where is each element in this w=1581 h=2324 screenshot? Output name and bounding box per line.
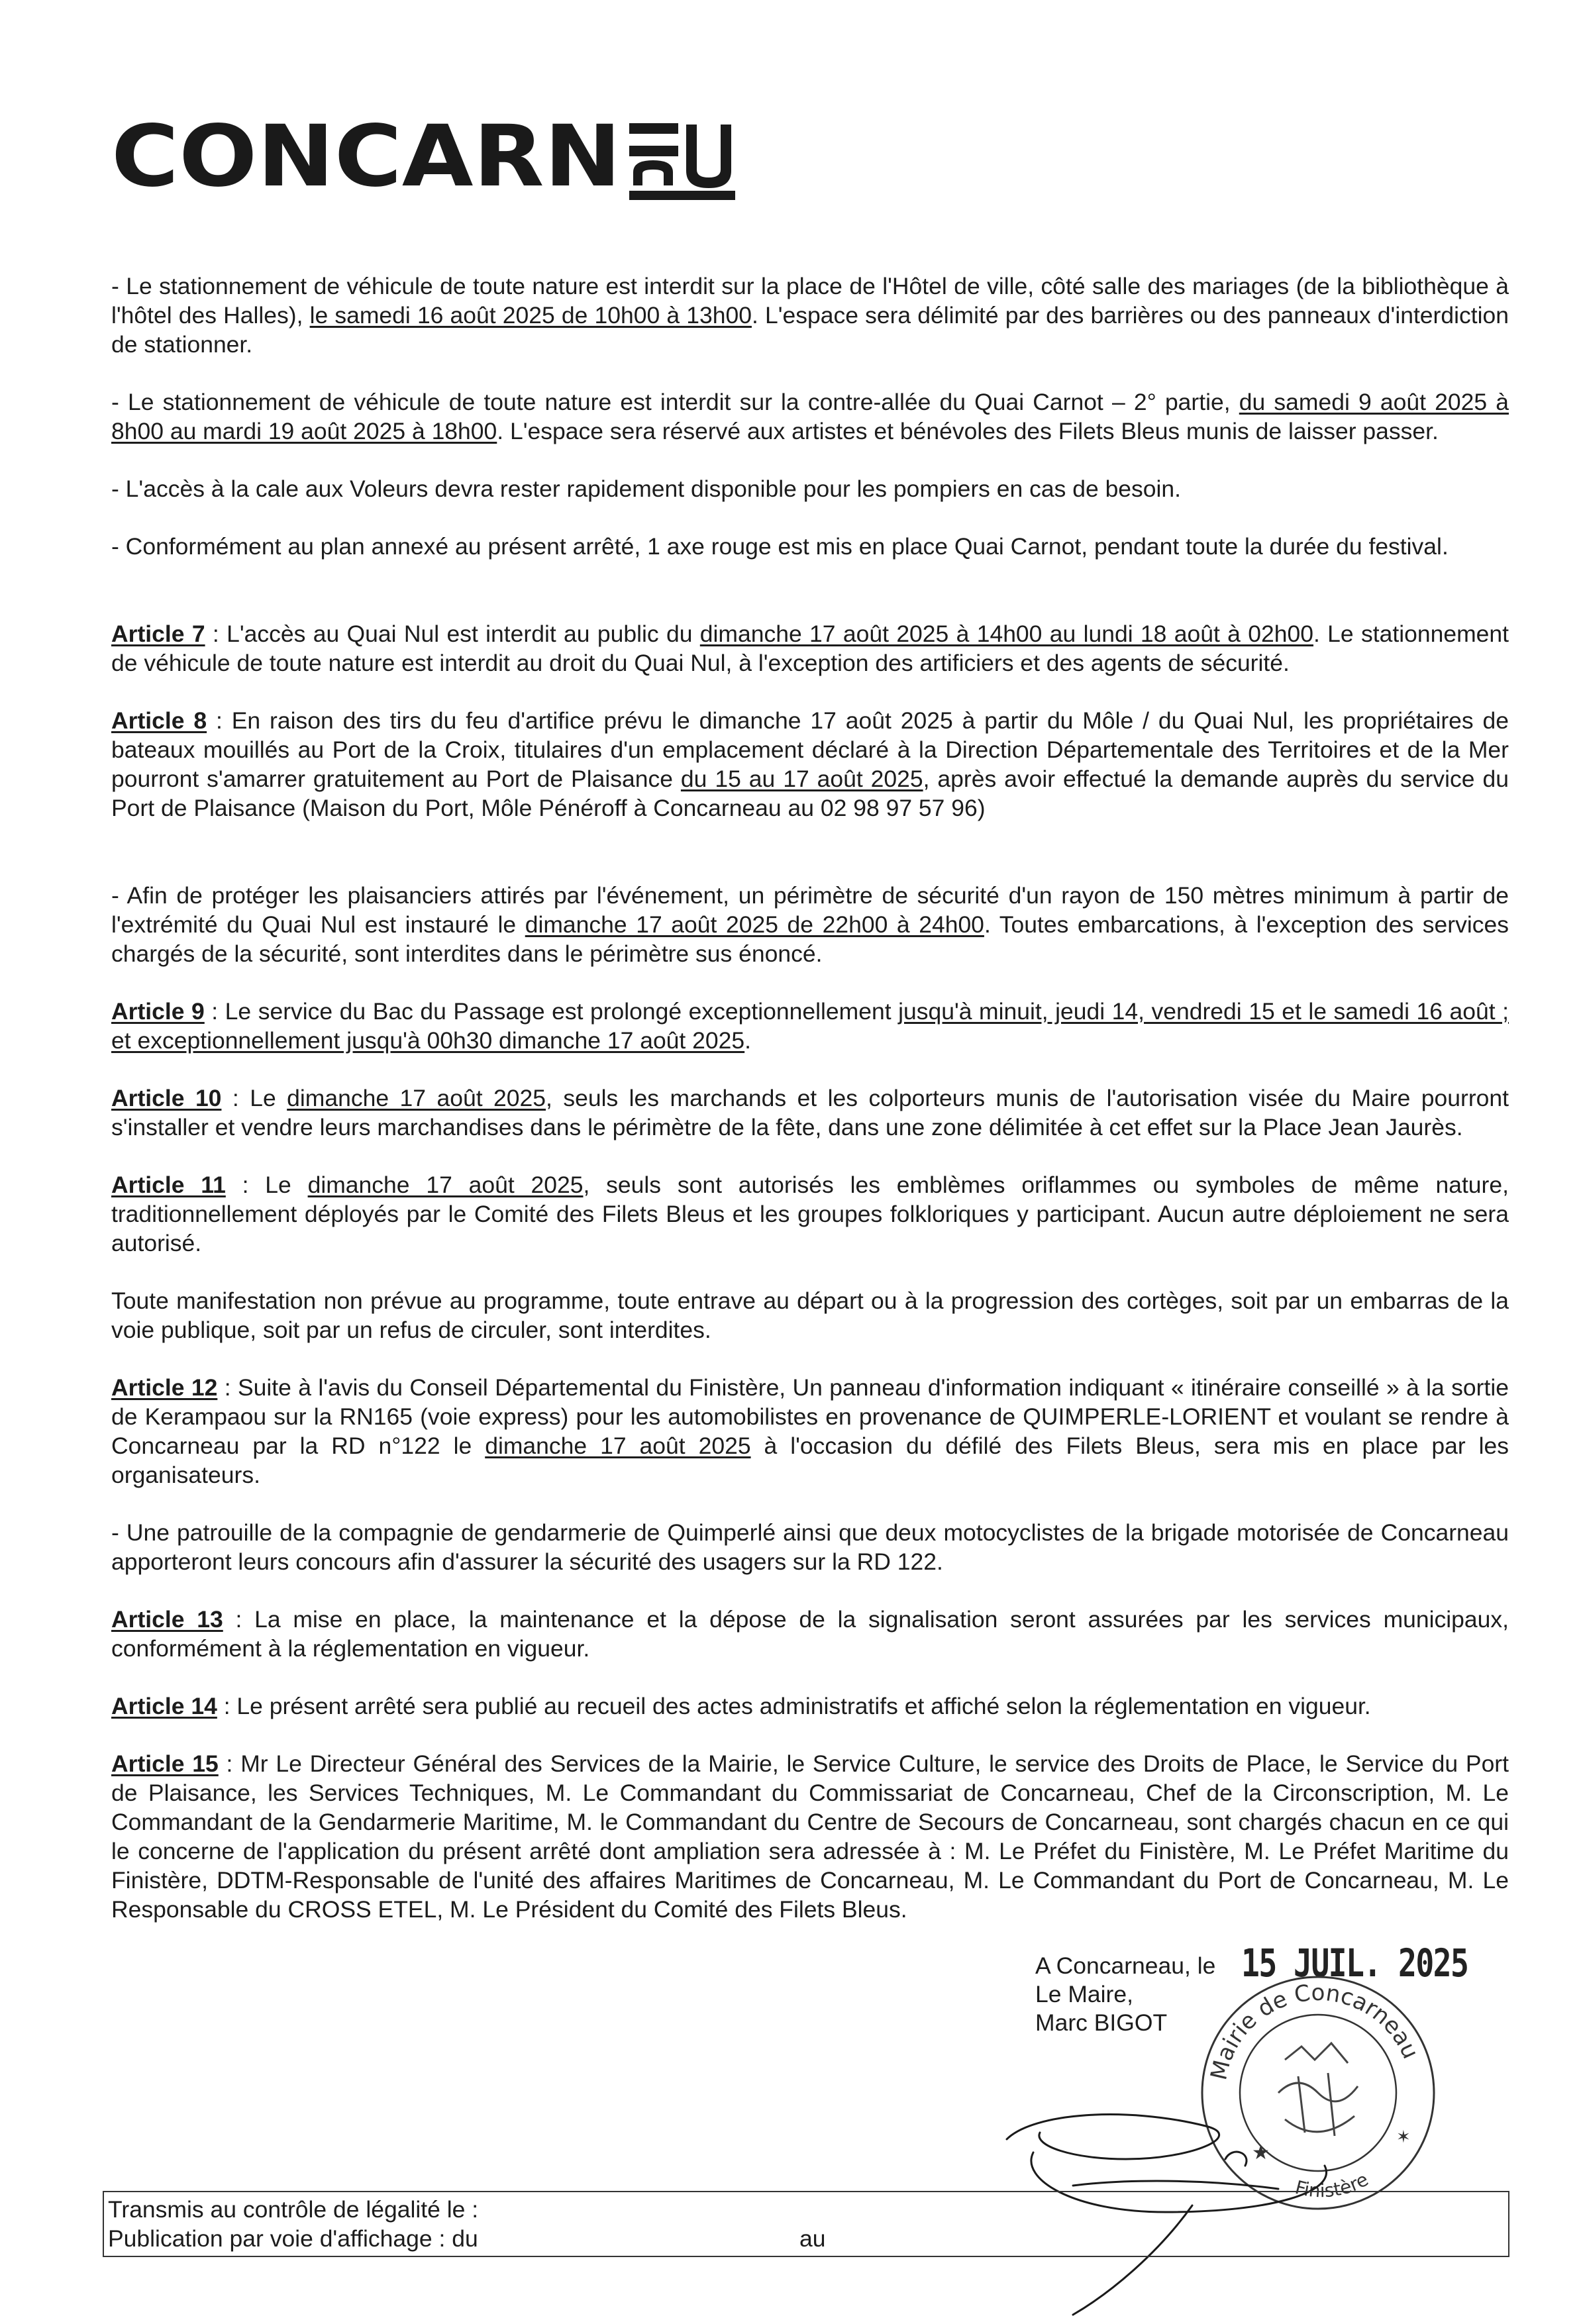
footer-transmis: Transmis au contrôle de légalité le : <box>108 2196 479 2223</box>
article-13: Article 13 : La mise en place, la maintenance et la dépose de la signalisation seront assurées par les services municipaux, conformément à la réglementation en vigueur. <box>111 1606 1509 1662</box>
concarneau-logo <box>111 111 747 204</box>
article-8-security-perimeter: - Afin de protéger les plaisanciers attirés par l'événement, un périmètre de sécurité d'un rayon de 150 mètres minimum à partir de l'extrémité du Quai Nul est instauré le dimanche 17 août 2025 de 22h00 à 24h00. Toutes embarcations, à l'exception des services chargés de la sécurité, sont interdites dans le périmètre sus énoncé. <box>111 882 1509 967</box>
svg-text:✶: ✶ <box>1396 2127 1411 2147</box>
article-12-label: Article 12 <box>111 1374 218 1401</box>
article-7-label: Article 7 <box>111 621 205 647</box>
signature-place: A Concarneau, le <box>1035 1952 1216 1979</box>
article-14-label: Article 14 <box>111 1693 217 1719</box>
article-15: Article 15 : Mr Le Directeur Général des Services de la Mairie, le Service Culture, le service des Droits de Place, le Service du Port de Plaisance, les Services Techniques, M. Le Commandant du Commissariat de Concarneau, Chef de la Circonscription, M. Le Commandant de la Gendarmerie Maritime, M. le Commandant du Centre de Secours de Concarneau, sont chargés chacun en ce qui le concerne de l'application du présent arrêté dont ampliation sera adressée à : M. Le Préfet du Finistère, M. Le Préfet Maritime du Finistère, DDTM-Responsable de l'unité des affaires Maritimes de Concarneau, M. Le Commandant du Port de Concarneau, M. Le Responsable du CROSS ETEL, M. Le Président du Comité des Filets Bleus. <box>111 1750 1509 1923</box>
svg-text:CONCARN: CONCARN <box>111 111 621 204</box>
article-10: Article 10 : Le dimanche 17 août 2025, seuls les marchands et les colporteurs munis de l'autorisation visée du Maire pourront s'installer et vendre leurs marchandises dans le périmètre de la fête, dans une zone délimitée à cet effet sur la Place Jean Jaurès. <box>111 1085 1509 1140</box>
svg-text:Mairie de Concarneau: Mairie de Concarneau <box>1205 1979 1424 2083</box>
article-11-label: Article 11 <box>111 1172 226 1198</box>
article-7: Article 7 : L'accès au Quai Nul est interdit au public du dimanche 17 août 2025 à 14h00 au lundi 18 août à 02h00. Le stationnement de véhicule de toute nature est interdit au droit du Quai Nul, à l'exception des artificiers et des agents de sécurité. <box>111 621 1509 676</box>
article-13-label: Article 13 <box>111 1606 223 1633</box>
article-9: Article 9 : Le service du Bac du Passage est prolongé exceptionnellement jusqu'à minuit, jeudi 14, vendredi 15 et le samedi 16 août ; et exceptionnellement jusqu'à 00h30 dimanche 17 août 2025. <box>111 998 1509 1054</box>
signature-name: Marc BIGOT <box>1035 2009 1168 2036</box>
article-8-label: Article 8 <box>111 707 207 734</box>
article-12-gendarmerie: - Une patrouille de la compagnie de gendarmerie de Quimperlé ainsi que deux motocyclistes de la brigade motorisée de Concarneau apporteront leurs concours afin d'assurer la sécurité des usagers sur la RD 122. <box>111 1519 1509 1575</box>
article-12: Article 12 : Suite à l'avis du Conseil Départemental du Finistère, Un panneau d'information indiquant « itinéraire conseillé » à la sortie de Kerampaou sur la RN165 (voie express) pour les automobilistes en provenance de QUIMPERLE-LORIENT et voulant se rendre à Concarneau par la RD n°122 le dimanche 17 août 2025 à l'occasion du défilé des Filets Bleus, sera mis en place par les organisateurs. <box>111 1374 1509 1488</box>
footer-publication: Publication par voie d'affichage : du <box>108 2225 478 2252</box>
svg-text:★: ★ <box>1252 2142 1270 2164</box>
footer-au: au <box>799 2225 826 2252</box>
paragraph-manifestation: Toute manifestation non prévue au programme, toute entrave au départ ou à la progression des cortèges, soit par un embarras de la voie publique, soit par un refus de circuler, sont interdites. <box>111 1288 1509 1343</box>
article-9-label: Article 9 <box>111 998 205 1025</box>
paragraph-parking-hotel-de-ville: - Le stationnement de véhicule de toute nature est interdit sur la place de l'Hôtel de ville, côté salle des mariages (de la bibliothèque à l'hôtel des Halles), le samedi 16 août 2025 de 10h00 à 13h00. L'espace sera délimité par des barrières ou des panneaux d'interdiction de stationner. <box>111 273 1509 358</box>
article-11: Article 11 : Le dimanche 17 août 2025, seuls sont autorisés les emblèmes oriflammes ou symboles de même nature, traditionnellement déployés par le Comité des Filets Bleus et les groupes folkloriques y participant. Aucun autre déploiement ne sera autorisé. <box>111 1172 1509 1256</box>
document-body <box>111 272 1509 1952</box>
article-10-label: Article 10 <box>111 1085 222 1111</box>
svg-text:Finistère: Finistère <box>1293 2168 1372 2202</box>
date-stamp: 15 JUIL. 2025 <box>1241 1941 1468 1986</box>
paragraph-cale-aux-voleurs: - L'accès à la cale aux Voleurs devra rester rapidement disponible pour les pompiers en cas de besoin. <box>111 476 1182 502</box>
paragraph-axe-rouge: - Conformément au plan annexé au présent arrêté, 1 axe rouge est mis en place Quai Carnot, pendant toute la durée du festival. <box>111 533 1449 560</box>
article-8: Article 8 : En raison des tirs du feu d'artifice prévu le dimanche 17 août 2025 à partir du Môle / du Quai Nul, les propriétaires de bateaux mouillés au Port de la Croix, titulaires d'un emplacement déclaré à la Direction Départementale des Territoires et de la Mer pourront s'amarrer gratuitement au Port de Plaisance du 15 au 17 août 2025, après avoir effectué la demande auprès du service du Port de Plaisance (Maison du Port, Môle Pénéroff à Concarneau au 02 98 97 57 96) <box>111 707 1509 821</box>
signature-title: Le Maire, <box>1035 1981 1133 2007</box>
legality-footer-box <box>103 2191 1509 2257</box>
article-15-label: Article 15 <box>111 1750 219 1777</box>
article-14: Article 14 : Le présent arrêté sera publié au recueil des actes administratifs et affiché selon la réglementation en vigueur. <box>111 1693 1371 1719</box>
paragraph-parking-quai-carnot: - Le stationnement de véhicule de toute nature est interdit sur la contre-allée du Quai Carnot – 2° partie, du samedi 9 août 2025 à 8h00 au mardi 19 août 2025 à 18h00. L'espace sera réservé aux artistes et bénévoles des Filets Bleus munis de laisser passer. <box>111 389 1509 444</box>
